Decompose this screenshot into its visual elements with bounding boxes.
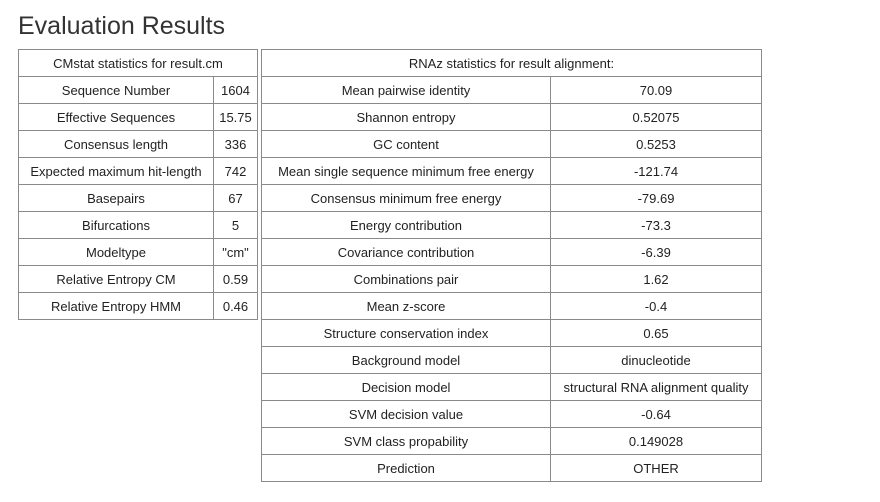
stat-value: -79.69 [551,185,762,212]
stat-label: Combinations pair [262,266,551,293]
table-row [19,185,258,212]
stat-value: "cm" [214,239,258,266]
rnaz-table-body [262,50,762,482]
stat-label: Decision model [262,374,551,401]
table-row [262,104,762,131]
stat-label: Mean z-score [262,293,551,320]
stat-value: -121.74 [551,158,762,185]
table-row [262,266,762,293]
table-row [262,131,762,158]
table-row [262,212,762,239]
stat-label: GC content [262,131,551,158]
stat-label: Modeltype [19,239,214,266]
rnaz-table-header: RNAz statistics for result alignment: [262,50,762,77]
stat-label: Relative Entropy HMM [19,293,214,320]
stat-value: 0.5253 [551,131,762,158]
table-row [19,77,258,104]
table-row [262,185,762,212]
table-row [262,347,762,374]
cmstat-table [18,49,258,320]
stat-label: SVM class propability [262,428,551,455]
stat-label: Structure conservation index [262,320,551,347]
table-row [262,401,762,428]
stat-label: Expected maximum hit-length [19,158,214,185]
stat-value: 0.65 [551,320,762,347]
stat-value: 15.75 [214,104,258,131]
stat-value: OTHER [551,455,762,482]
stat-value: 1.62 [551,266,762,293]
table-row [262,428,762,455]
stat-label: Relative Entropy CM [19,266,214,293]
table-row [262,293,762,320]
table-row [19,266,258,293]
stat-label: Mean pairwise identity [262,77,551,104]
stat-label: Consensus length [19,131,214,158]
table-row [262,455,762,482]
table-row [19,131,258,158]
stat-value: 742 [214,158,258,185]
stat-label: Background model [262,347,551,374]
stat-label: Basepairs [19,185,214,212]
stat-label: Mean single sequence minimum free energy [262,158,551,185]
table-row [19,293,258,320]
table-row [19,212,258,239]
cmstat-table-header-row [19,50,258,77]
cmstat-table-header: CMstat statistics for result.cm [19,50,258,77]
stat-label: Consensus minimum free energy [262,185,551,212]
stat-value: -0.64 [551,401,762,428]
stat-value: -6.39 [551,239,762,266]
stat-value: 0.149028 [551,428,762,455]
stat-value: 1604 [214,77,258,104]
stat-label: Covariance contribution [262,239,551,266]
table-row [262,374,762,401]
table-row [19,104,258,131]
stat-value: 0.52075 [551,104,762,131]
stat-value: 70.09 [551,77,762,104]
stat-value: 336 [214,131,258,158]
table-row [262,77,762,104]
stat-label: Prediction [262,455,551,482]
stat-value: 5 [214,212,258,239]
stat-value: -73.3 [551,212,762,239]
stat-value: -0.4 [551,293,762,320]
stat-label: Effective Sequences [19,104,214,131]
table-row [262,158,762,185]
table-row [19,239,258,266]
table-row [19,158,258,185]
rnaz-table [261,49,762,482]
rnaz-table-header-row [262,50,762,77]
stat-label: Shannon entropy [262,104,551,131]
stat-label: Bifurcations [19,212,214,239]
stat-value: 0.59 [214,266,258,293]
stat-label: Energy contribution [262,212,551,239]
table-row [262,320,762,347]
stat-value: 67 [214,185,258,212]
stat-label: Sequence Number [19,77,214,104]
stat-value: dinucleotide [551,347,762,374]
cmstat-table-body [19,50,258,320]
page-title: Evaluation Results [18,12,226,40]
stat-value: structural RNA alignment quality [551,374,762,401]
stat-label: SVM decision value [262,401,551,428]
stat-value: 0.46 [214,293,258,320]
table-row [262,239,762,266]
